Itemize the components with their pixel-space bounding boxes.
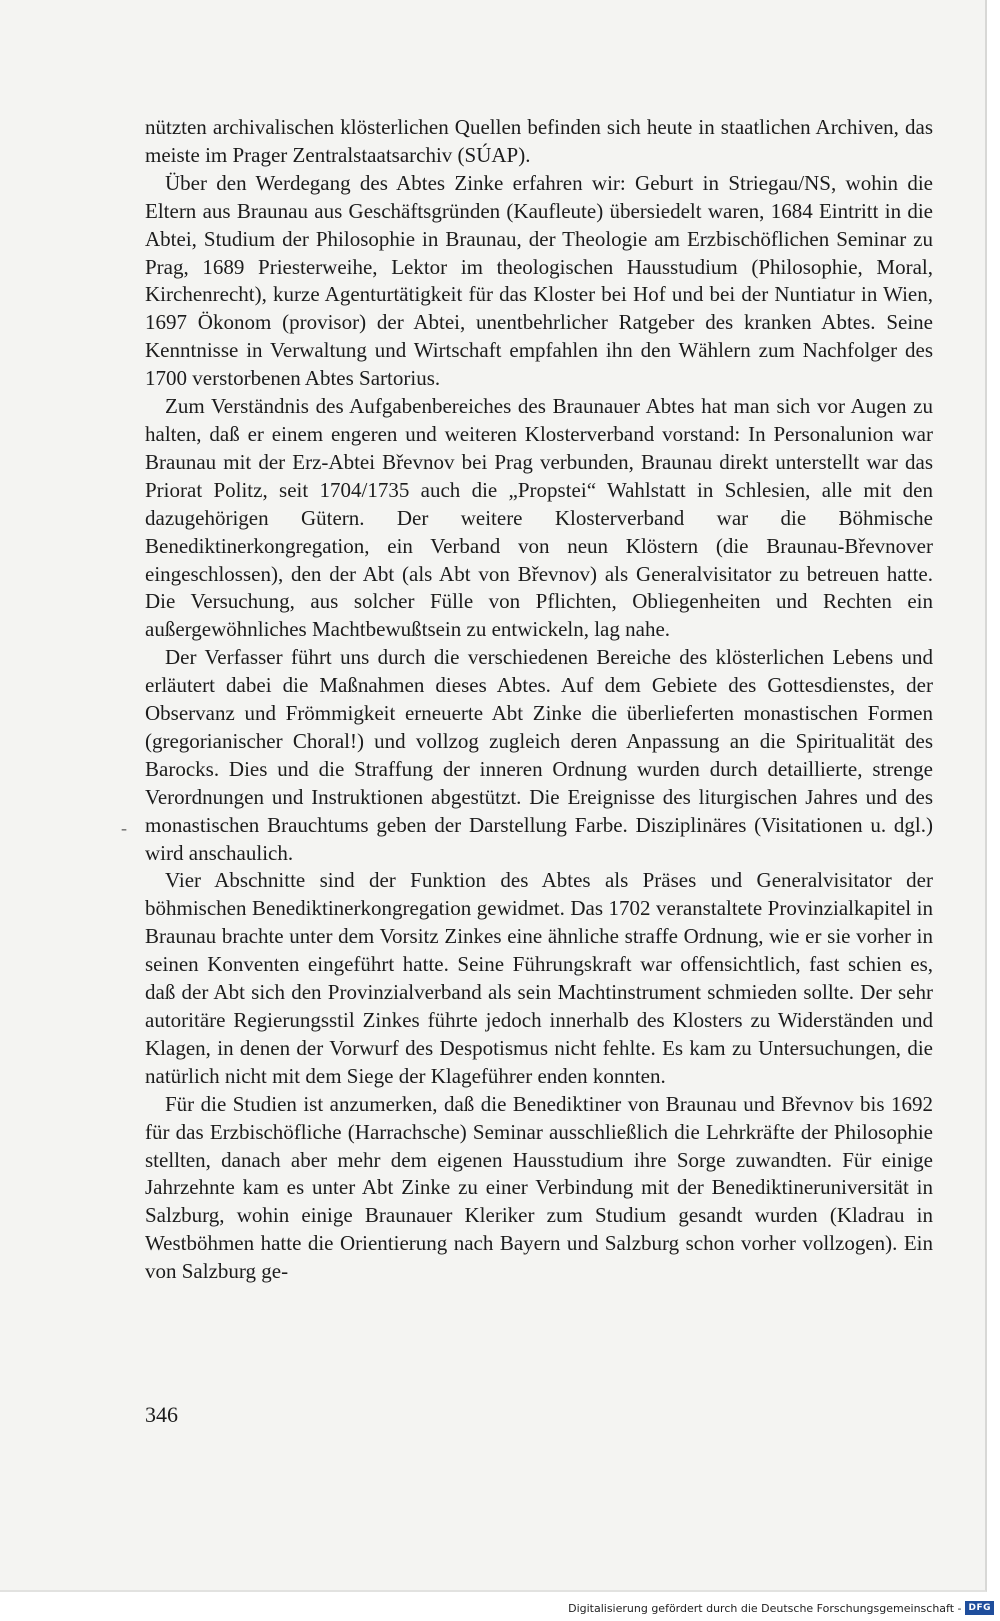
paragraph: nützten archivalischen klösterlichen Quellen befinden sich heute in staatlichen Archiven, das meiste im Prager Zentralstaatsarchiv (SÚAP). bbox=[145, 115, 933, 167]
paragraph: Vier Abschnitte sind der Funktion des Abtes als Präses und Generalvisitator der böhmischen Benediktinerkongregation gewidmet. Das 1702 veranstaltete Provinzialkapitel in Braunau brachte unter dem Vorsitz Zinkes eine ähnliche straffe Ordnung, wie er sie vorher in seinen Konventen eingeführt hatte. Seine Führungskraft war offensichtlich, fast schien es, daß der Abt sich den Provinzialverband als sein Machtinstrument schmieden sollte. Der sehr autoritäre Regierungsstil Zinkes führte jedoch innerhalb des Klosters zu Widerständen und Klagen, in denen der Vorwurf des Despotismus nicht fehlte. Es kam zu Untersuchungen, die natürlich nicht mit dem Siege der Klageführer enden konnten. bbox=[145, 868, 933, 1088]
dfg-logo: DFG bbox=[965, 1601, 994, 1615]
paragraph: Für die Studien ist anzumerken, daß die Benediktiner von Braunau und Břevnov bis 1692 für das Erzbischöfliche (Harrachsche) Seminar ausschließlich die Lehrkräfte der Philosophie stellten, danach aber mehr dem eigenen Hausstudium ihre Sorge zuwandten. Für einige Jahrzehnte kam es unter Abt Zinke zu einer Verbindung mit der Benediktineruniversität in Salzburg, wohin einige Braunauer Kleriker zum Studium gesandt wurden (Kladrau in Westböhmen hatte die Orientierung nach Bayern und Salzburg schon vorher vollzogen). Ein von Salzburg ge- bbox=[145, 1091, 933, 1284]
body-text bbox=[145, 114, 933, 1286]
paragraph: Der Verfasser führt uns durch die verschiedenen Bereiche des klösterlichen Lebens und erläutert dabei die Maßnahmen dieses Abtes. Auf dem Gebiete des Gottesdienstes, der Observanz und Frömmigkeit erneuerte Abt Zinke die überlieferten monastischen Formen (gregorianischer Choral!) und vollzog zugleich deren Anpassung an die Spiritualität des Barocks. Dies und die Straffung der inneren Ordnung wurden durch detaillierte, strenge Verordnungen und Instruktionen abgestützt. Die Ereignisse des liturgischen Jahres und des monastischen Brauchtums geben der Darstellung Farbe. Disziplinäres (Visitationen u. dgl.) wird anschaulich. bbox=[145, 645, 933, 865]
page-number: 346 bbox=[145, 1402, 178, 1427]
footer-text: Digitalisierung gefördert durch die Deutsche Forschungsgemeinschaft - bbox=[568, 1601, 962, 1615]
paragraph: Zum Verständnis des Aufgabenbereiches des Braunauer Abtes hat man sich vor Augen zu halten, daß er einem engeren und weiteren Klosterverband vorstand: In Personalunion war Braunau mit der Erz-Abtei Břevnov bei Prag verbunden, Braunau direkt unterstellt war das Priorat Politz, seit 1704/1735 auch die „Propstei“ Wahlstatt in Schlesien, alle mit den dazugehörigen Gütern. Der weitere Klosterverband war die Böhmische Benediktinerkongregation, ein Verband von neun Klöstern (die Braunau-Břevnover eingeschlossen), den der Abt (als Abt von Břevnov) als Generalvisitator zu betreuen hatte. Die Versuchung, aus solcher Fülle von Pflichten, Obliegenheiten und Rechten ein außergewöhnliches Machtbewußtsein zu entwickeln, lag nahe. bbox=[145, 394, 933, 642]
margin-mark: - bbox=[121, 818, 127, 838]
digitization-footer bbox=[568, 1601, 994, 1615]
paragraph: Über den Werdegang des Abtes Zinke erfahren wir: Geburt in Striegau/NS, wohin die Eltern aus Braunau aus Geschäftsgründen (Kaufleute) übersiedelt waren, 1684 Eintritt in die Abtei, Studium der Philosophie in Braunau, der Theologie am Erzbischöflichen Seminar zu Prag, 1689 Priesterweihe, Lektor im theologischen Hausstudium (Philosophie, Moral, Kirchenrecht), kurze Agenturtätigkeit für das Kloster bei Hof und bei der Nuntiatur in Wien, 1697 Ökonom (provisor) der Abtei, unentbehrlicher Ratgeber des kranken Abtes. Seine Kenntnisse in Verwaltung und Wirtschaft empfahlen ihn den Wählern zum Nachfolger des 1700 verstorbenen Abtes Sartorius. bbox=[145, 170, 933, 391]
